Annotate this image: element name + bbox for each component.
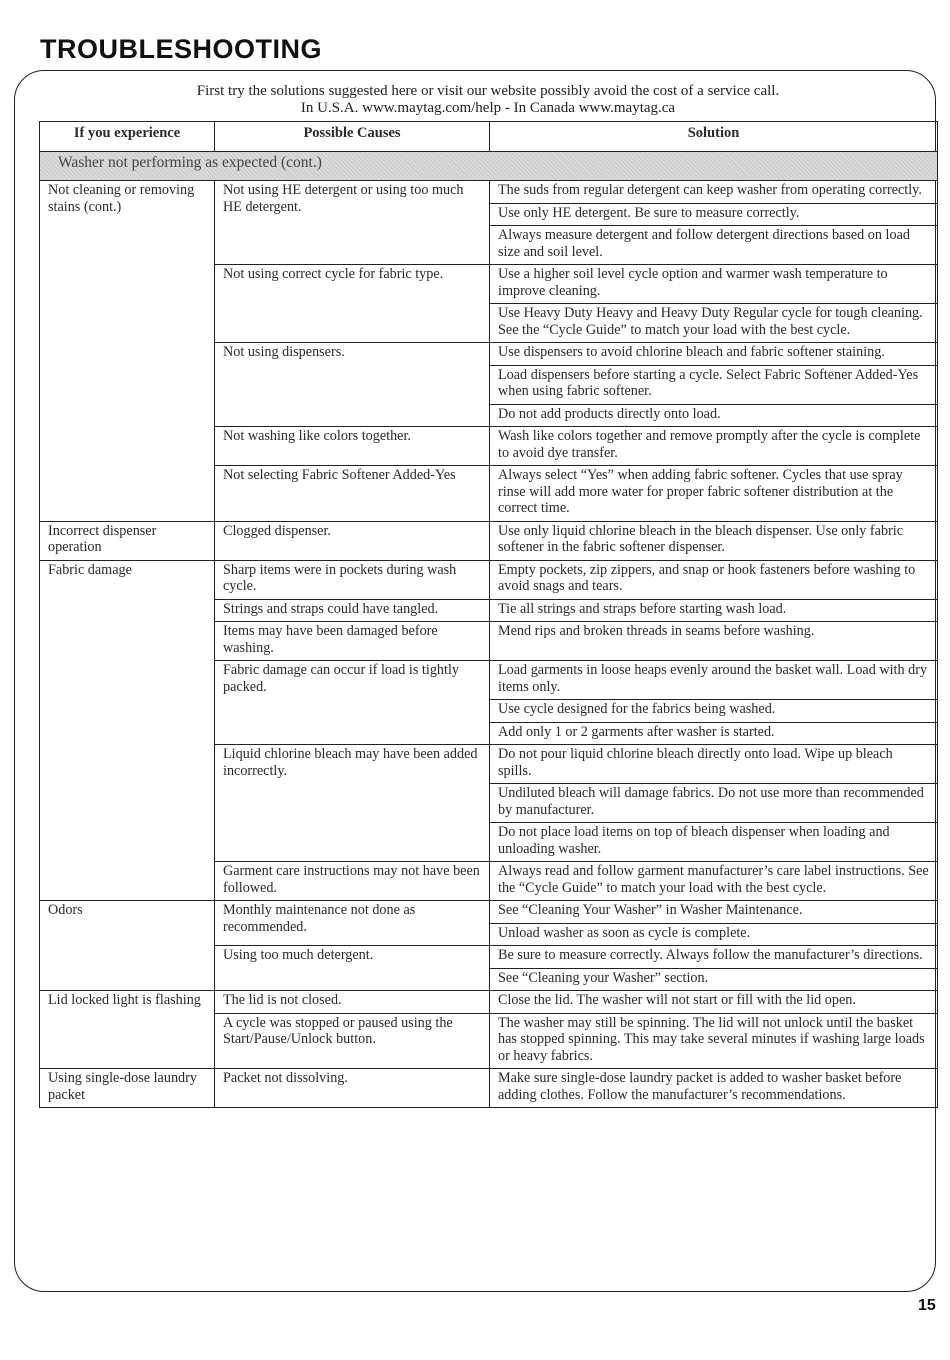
solution-cell: Use only liquid chlorine bleach in the bleach dispenser. Use only fabric softener in the fabric softener dispenser. <box>490 521 938 560</box>
table-row <box>40 901 938 924</box>
experience-cell: Incorrect dispenser operation <box>40 521 215 560</box>
cause-cell: Sharp items were in pockets during wash cycle. <box>215 560 490 599</box>
solution-cell: Use cycle designed for the fabrics being washed. <box>490 700 938 723</box>
solution-cell: Make sure single-dose laundry packet is added to washer basket before adding clothes. Follow the manufacturer’s recommendations. <box>490 1069 938 1108</box>
solution-cell: Use only HE detergent. Be sure to measure correctly. <box>490 203 938 226</box>
solution-cell: Unload washer as soon as cycle is complete. <box>490 923 938 946</box>
cause-cell: Not selecting Fabric Softener Added-Yes <box>215 466 490 522</box>
cause-cell: Liquid chlorine bleach may have been added incorrectly. <box>215 745 490 862</box>
cause-cell: Clogged dispenser. <box>215 521 490 560</box>
table-row <box>40 1069 938 1108</box>
experience-cell: Not cleaning or removing stains (cont.) <box>40 181 215 522</box>
section-header-row <box>40 152 938 181</box>
solution-cell: Use a higher soil level cycle option and warmer wash temperature to improve cleaning. <box>490 265 938 304</box>
solution-cell: The washer may still be spinning. The lid will not unlock until the basket has stopped spinning. This may take several minutes if washing large loads or heavy fabrics. <box>490 1013 938 1069</box>
column-header-experience: If you experience <box>40 122 215 152</box>
column-header-solution: Solution <box>490 122 938 152</box>
experience-cell: Lid locked light is flashing <box>40 991 215 1069</box>
troubleshooting-table <box>39 121 938 1108</box>
cause-cell: Monthly maintenance not done as recommended. <box>215 901 490 946</box>
experience-cell: Fabric damage <box>40 560 215 901</box>
cause-cell: Not using HE detergent or using too much HE detergent. <box>215 181 490 265</box>
table-row <box>40 560 938 599</box>
solution-cell: The suds from regular detergent can keep washer from operating correctly. <box>490 181 938 204</box>
cause-cell: Not using correct cycle for fabric type. <box>215 265 490 343</box>
solution-cell: Wash like colors together and remove promptly after the cycle is complete to avoid dye transfer. <box>490 427 938 466</box>
solution-cell: See “Cleaning Your Washer” in Washer Maintenance. <box>490 901 938 924</box>
cause-cell: Items may have been damaged before washing. <box>215 622 490 661</box>
page-number: 15 <box>918 1297 936 1314</box>
solution-cell: Use dispensers to avoid chlorine bleach and fabric softener staining. <box>490 343 938 366</box>
cause-cell: The lid is not closed. <box>215 991 490 1014</box>
solution-cell: Undiluted bleach will damage fabrics. Do not use more than recommended by manufacturer. <box>490 784 938 823</box>
table-header-row <box>40 122 938 152</box>
solution-cell: Load garments in loose heaps evenly around the basket wall. Load with dry items only. <box>490 661 938 700</box>
experience-cell: Odors <box>40 901 215 991</box>
cause-cell: Using too much detergent. <box>215 946 490 991</box>
solution-cell: Do not pour liquid chlorine bleach directly onto load. Wipe up bleach spills. <box>490 745 938 784</box>
intro-line-1: First try the solutions suggested here or visit our website possibly avoid the cost of a service call. <box>196 83 780 99</box>
solution-cell: Always read and follow garment manufacturer’s care label instructions. See the “Cycle Guide” to match your load with the best cycle. <box>490 862 938 901</box>
table-row <box>40 181 938 204</box>
solution-cell: Empty pockets, zip zippers, and snap or hook fasteners before washing to avoid snags and tears. <box>490 560 938 599</box>
page-title: TROUBLESHOOTING <box>40 34 322 64</box>
cause-cell: Garment care instructions may not have been followed. <box>215 862 490 901</box>
solution-cell: Always measure detergent and follow detergent directions based on load size and soil level. <box>490 226 938 265</box>
intro-text <box>40 83 936 117</box>
solution-cell: Mend rips and broken threads in seams before washing. <box>490 622 938 661</box>
table-row <box>40 521 938 560</box>
section-header: Washer not performing as expected (cont.) <box>40 152 938 181</box>
solution-cell: Be sure to measure correctly. Always follow the manufacturer’s directions. <box>490 946 938 969</box>
intro-line-2: In U.S.A. www.maytag.com/help - In Canada www.maytag.ca <box>300 100 676 116</box>
solution-cell: See “Cleaning your Washer” section. <box>490 968 938 991</box>
experience-cell: Using single-dose laundry packet <box>40 1069 215 1108</box>
solution-cell: Do not place load items on top of bleach dispenser when loading and unloading washer. <box>490 823 938 862</box>
solution-cell: Always select “Yes” when adding fabric softener. Cycles that use spray rinse will add more water for proper fabric softener distribution at the correct time. <box>490 466 938 522</box>
cause-cell: A cycle was stopped or paused using the Start/Pause/Unlock button. <box>215 1013 490 1069</box>
cause-cell: Strings and straps could have tangled. <box>215 599 490 622</box>
cause-cell: Fabric damage can occur if load is tightly packed. <box>215 661 490 745</box>
solution-cell: Use Heavy Duty Heavy and Heavy Duty Regular cycle for tough cleaning. See the “Cycle Guide” to match your load with the best cycle. <box>490 304 938 343</box>
table-body <box>40 152 938 1108</box>
column-header-causes: Possible Causes <box>215 122 490 152</box>
cause-cell: Not washing like colors together. <box>215 427 490 466</box>
solution-cell: Tie all strings and straps before starting wash load. <box>490 599 938 622</box>
solution-cell: Load dispensers before starting a cycle. Select Fabric Softener Added-Yes when using fabric softener. <box>490 365 938 404</box>
cause-cell: Packet not dissolving. <box>215 1069 490 1108</box>
solution-cell: Add only 1 or 2 garments after washer is started. <box>490 722 938 745</box>
solution-cell: Do not add products directly onto load. <box>490 404 938 427</box>
solution-cell: Close the lid. The washer will not start or fill with the lid open. <box>490 991 938 1014</box>
table-row <box>40 991 938 1014</box>
cause-cell: Not using dispensers. <box>215 343 490 427</box>
